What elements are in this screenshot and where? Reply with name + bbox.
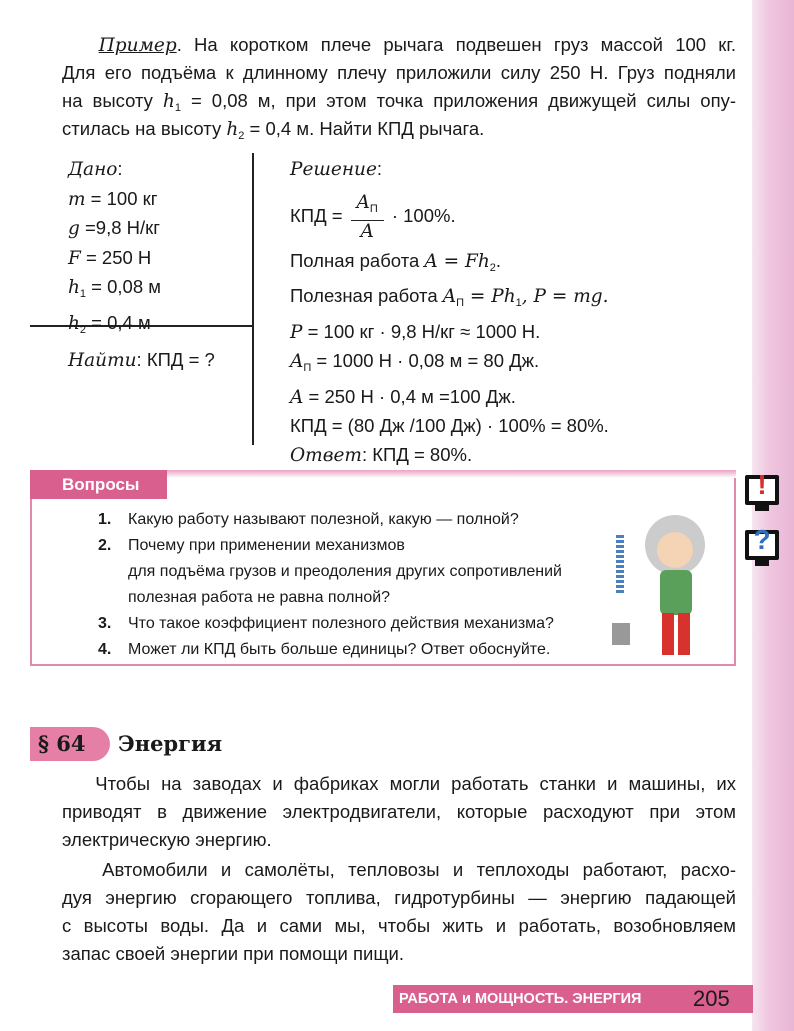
sub: П [369, 202, 378, 215]
question-item [98, 533, 405, 559]
text: Полная работа [290, 249, 425, 271]
var: , P = mg. [521, 286, 609, 307]
example-line-2: Для его подъёма к длинному плечу приложили силу 250 Н. Груз подняли [62, 62, 736, 83]
sub: 1 [174, 102, 181, 114]
text: = 100 кг · 9,8 Н/кг ≈ 1000 Н. [302, 320, 541, 342]
body-line [62, 856, 736, 884]
question-item [98, 559, 562, 585]
solution-block: Решение: КПД = $\frac{A_П}{A}$ · 100%. Полная работа $A = Fh_2$. Полезная работа $A_П = Ph_1$, P = mg. P = 100 кг · 9,8 Н/кг ≈ 1000 Н. $A_П = 1000$ Н · 0,08 м = 80 Дж. A = 250 Н · 0,4 м =100 Дж. КПД = (80 Дж /100 Дж) · 100% = 80%. Ответ: КПД = 80%. [290, 158, 609, 466]
exclamation-monitor-icon[interactable] [745, 469, 779, 505]
decor-bar [167, 470, 736, 478]
var: A [290, 386, 304, 408]
text: Чтобы на заводах и фабриках могли работать станки и машины, их [95, 773, 736, 794]
text: = 0,4 м [86, 311, 151, 333]
question-monitor-icon[interactable] [745, 524, 779, 560]
text: Автомобили и самолёты, тепловозы и теплоходы работают, расхо- [102, 859, 736, 880]
sub: 2 [79, 323, 87, 336]
body-line: дуя энергию сгорающего топлива, гидротурбины — энергию падающей [62, 887, 736, 908]
text: Какую работу называют полезной, какую — полной? [128, 511, 519, 528]
body-line: электрическую энергию. [62, 829, 272, 850]
body-line: приводят в движение электродвигатели, которые расходуют при этом [62, 801, 736, 822]
var: = Ph [464, 286, 516, 307]
text: Почему при применении механизмов [128, 537, 405, 554]
chapter-title: РАБОТА и МОЩНОСТЬ. ЭНЕРГИЯ [399, 991, 642, 1007]
text: . [495, 249, 502, 271]
example-line-4 [62, 115, 736, 150]
sub: 1 [79, 288, 87, 300]
solution-title: Решение [290, 159, 377, 180]
text: Что такое коэффициент полезного действия механизма? [128, 615, 554, 632]
var: h [68, 277, 80, 298]
question-item [98, 611, 554, 637]
var: A [290, 351, 304, 372]
text: на высоту [62, 90, 163, 111]
text: = 0,4 м. Найти КПД рычага. [244, 118, 485, 139]
text: =9,8 Н/кг [79, 217, 160, 238]
body-line [62, 770, 736, 798]
var: h [162, 91, 175, 112]
given-block: Дано: m = 100 кг g =9,8 Н/кг F = 250 Н $h_1 = 0,08$ м $h_2 = 0,4$ м Найти: КПД = ? [68, 158, 215, 371]
question-item [98, 585, 390, 611]
exclamation-glyph: ! [757, 469, 767, 500]
text: = 100 кг [85, 187, 158, 209]
fraction [351, 191, 384, 243]
given-title: Дано [68, 159, 118, 180]
answer-value: : КПД = 80%. [361, 443, 473, 465]
question-glyph: ? [753, 524, 771, 555]
section-title: Энергия [118, 731, 223, 756]
text: КПД = [290, 204, 343, 226]
body-line: запас своей энергии при помощи пищи. [62, 943, 405, 964]
body-line: с высоты воды. Да и сами мы, чтобы жить и работать, возобновляем [62, 915, 736, 936]
sub: 1 [515, 297, 522, 309]
find-value: : КПД = ? [136, 349, 215, 370]
sub: П [456, 297, 465, 309]
answer-label: Ответ [290, 444, 362, 466]
text: для подъёма грузов и преодоления других сопротивлений [128, 563, 562, 580]
text: Полезная работа [290, 285, 443, 306]
var: h [68, 312, 80, 334]
sub: 2 [238, 130, 245, 142]
example-label: Пример [98, 35, 177, 56]
section-number: § 64 [30, 727, 110, 761]
find-label: Найти [68, 350, 137, 371]
text: . На коротком плече рычага подвешен груз массой 100 кг. [176, 34, 736, 55]
divider-vertical [252, 153, 254, 445]
text: · 100%. [391, 204, 456, 226]
question-item [98, 507, 519, 533]
text: полезная работа не равна полной? [128, 589, 391, 606]
footer-bar [393, 985, 753, 1013]
sub: 2 [489, 261, 496, 274]
var: A [360, 220, 374, 242]
num: 1. [98, 511, 112, 528]
var: A [356, 191, 370, 213]
questions-title: Вопросы [30, 470, 167, 499]
example-line-1 [62, 31, 736, 60]
text: стилась на высоту [62, 118, 227, 139]
var: h [226, 119, 239, 140]
page-edge-tab [752, 0, 794, 1031]
num: 3. [98, 615, 112, 632]
question-item [98, 637, 550, 663]
var: g [68, 218, 80, 239]
page-number: 205 [693, 986, 730, 1011]
text: = 0,08 м, при этом точка приложения движущей силы опу- [180, 90, 736, 111]
var: F [68, 247, 81, 269]
var: m [68, 188, 86, 210]
num: 4. [98, 641, 112, 658]
text: = 0,08 м [86, 276, 161, 297]
text: = 250 Н · 0,4 м =100 Дж. [303, 385, 516, 407]
var: P [290, 321, 303, 343]
var: A [442, 286, 457, 307]
text: КПД = (80 Дж /100 Дж) · 100% = 80%. [290, 415, 609, 436]
text: = 1000 Н · 0,08 м = 80 Дж. [311, 350, 540, 371]
num: 2. [98, 537, 112, 554]
text: = 250 Н [80, 246, 152, 268]
var: A = Fh [424, 250, 490, 272]
sub: П [303, 362, 312, 374]
professor-illustration [600, 505, 730, 665]
text: Может ли КПД быть больше единицы? Ответ обоснуйте. [128, 641, 551, 658]
